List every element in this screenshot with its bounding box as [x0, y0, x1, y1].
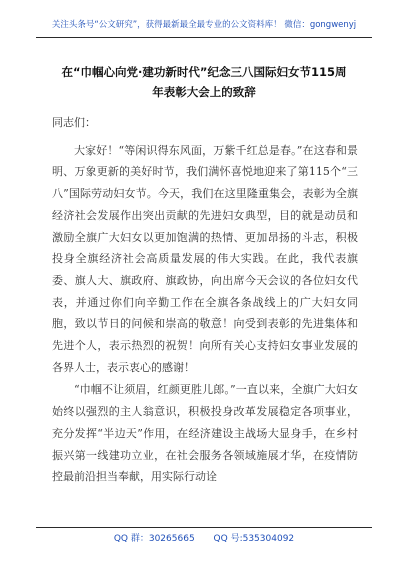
footer-qq-number: QQ 号:535304092: [213, 534, 295, 544]
document-body: [52, 112, 358, 488]
body-paragraph-1: 大家好！“等闲识得东风面，万紫千红总是春。”在这春和景明、万象更新的美好时节，我们满怀喜悦地迎来了第115个“三八”国际劳动妇女节。今天，我们在这里隆重集会，表彰为全旗经济社会发展作出突出贡献的先进妇女典型，目的就是动员和激励全旗广大妇女以更加饱满的热情、更加昂扬的斗志，积极投身全旗经济社会高质量发展的伟大实践。在此，我代表旗委、旗人大、旗政府、旗政协，向出席今天会议的各位妇女代表，并通过你们向辛勤工作在全旗各条战线上的广大妇女同胞，致以节日的问候和崇高的敬意！向受到表彰的先进集体和先进个人，表示热烈的祝贺！向所有关心支持妇女事业发展的各界人士，表示衷心的感谢！: [52, 143, 358, 374]
page-footer: [36, 531, 372, 544]
title-line-2: 年表彰大会上的致辞: [152, 85, 256, 99]
document-title: [36, 62, 372, 102]
page-header-text: 关注头条号“公文研究”，获得最新最全最专业的公文资料库！ 微信：gongwenyj: [51, 20, 357, 30]
footer-divider: [36, 527, 372, 528]
header-divider: [36, 37, 372, 38]
body-paragraph-2: “巾帼不让须眉，红颜更胜儿郎。”一直以来，全旗广大妇女始终以强烈的主人翁意识，积极投身改革发展稳定各项事业，充分发挥“半边天”作用，在经济建设主战场大显身手，在乡村振兴第一线建功立业，在社会服务各领域施展才华，在疫情防控最前沿担当奉献，用实际行动诠: [52, 383, 358, 484]
title-line-1: 在“巾帼心向党·建功新时代”纪念三八国际妇女节115周: [61, 65, 347, 79]
salutation: 同志们：: [52, 116, 96, 129]
footer-qq-group: QQ 群：30265665: [113, 534, 195, 544]
